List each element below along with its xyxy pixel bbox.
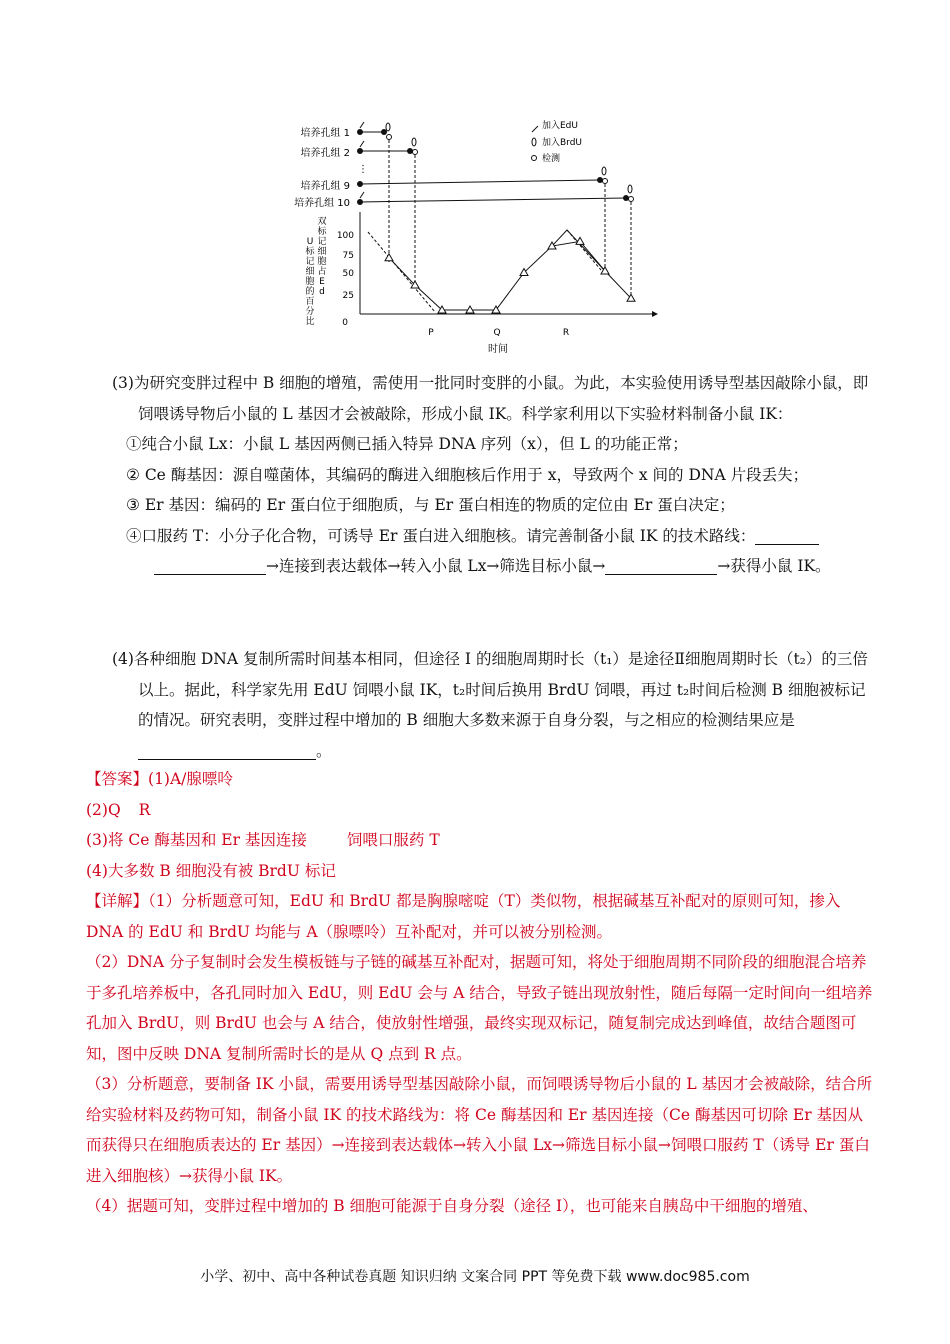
route-end: →获得小鼠 IK。 [717, 557, 831, 575]
well-line-1 [357, 122, 392, 140]
answer-3b: 饲喂口服药 T [346, 831, 440, 849]
answer-blank-2[interactable] [605, 556, 717, 575]
answer-line-2 [86, 795, 876, 826]
y-label-char: 细 [317, 247, 327, 257]
y-label-char: 标 [305, 247, 315, 257]
q4-body: (4)各种细胞 DNA 复制所需时间基本相同，但途径 I 的细胞周期时长（t₁）是途径Ⅱ细胞周期时长（t₂）的三倍以上。据此，科学家先用 EdU 饲喂小鼠 IK，t₂时间后换用 BrdU 饲喂，再过 t₂时间后检测 B 细胞被标记的情况。研究表明，变胖过程中增加的 B 细胞大多数来源于自身分裂，与之相应的检测结果应是 [112, 650, 868, 729]
data-point-marker [385, 254, 393, 261]
well-label-1: 培养孔组 1 [300, 128, 350, 139]
legend-brdu: 加入BrdU [542, 138, 583, 148]
detail-label: 【详解】 [86, 892, 149, 910]
route-mid: →连接到表达载体→转入小鼠 Lx→筛选目标小鼠→ [266, 557, 606, 575]
well-line-10 [357, 185, 634, 205]
q3-item-1: ①纯合小鼠 Lx：小鼠 L 基因两侧已插入特异 DNA 序列（x），但 L 的功能正常； [126, 435, 688, 453]
ytick-50: 50 [342, 269, 354, 279]
xtick-p: P [428, 328, 434, 338]
question-4 [112, 644, 872, 766]
xtick-q: Q [493, 328, 501, 338]
q4-end: 。 [316, 741, 332, 760]
dashed-guides [368, 140, 631, 312]
experiment-figure [270, 112, 670, 362]
q3-item-4-text: ④口服药 T：小分子化合物，可诱导 Er 蛋白进入细胞核。请完善制备小鼠 IK 的技术路线： [126, 526, 756, 545]
detect-icon [532, 156, 537, 161]
y-axis-label [305, 216, 327, 327]
y-label-char: 胞 [305, 277, 315, 287]
legend-edu: 加入EdU [542, 121, 578, 131]
y-label-char: d [319, 287, 325, 297]
q3-route [112, 551, 872, 582]
question-3 [112, 368, 872, 582]
q3-item-3: ③ Er 基因：编码的 Er 蛋白位于细胞质，与 Er 蛋白相连的物质的定位由 Er 蛋白决定； [126, 496, 735, 514]
q4-text [112, 644, 872, 766]
x-axis-label: 时间 [488, 344, 508, 355]
answer-line-4: (4)大多数 B 细胞没有被 BrdU 标记 [86, 861, 336, 880]
y-label-char: U [306, 237, 314, 247]
y-label-char: 细 [305, 267, 315, 277]
ytick-25: 25 [342, 291, 354, 301]
detail-line-1 [86, 886, 876, 947]
y-label-char: 分 [305, 307, 315, 317]
well-label-10: 培养孔组 10 [294, 198, 350, 209]
page-footer: 小学、初中、高中各种试卷真题 知识归纳 文案合同 PPT 等免费下载 www.doc985.com [200, 1269, 750, 1285]
y-label-char: 标 [317, 227, 327, 237]
y-label-char: 胞 [317, 257, 327, 267]
brdu-icon [532, 138, 536, 146]
q3-intro: (3)为研究变胖过程中 B 细胞的增殖，需使用一批同时变胖的小鼠。为此，本实验使用诱导型基因敲除小鼠，即饲喂诱导物后小鼠的 L 基因才会被敲除，形成小鼠 IK。科学家利用以下实验材料制备小鼠 IK： [112, 374, 869, 423]
answer-label: 【答案】 [86, 770, 149, 788]
data-series [385, 230, 635, 313]
answer-line-3 [86, 825, 876, 856]
answer-line-1 [86, 764, 876, 795]
y-label-char: 记 [317, 237, 327, 247]
well-label-2: 培养孔组 2 [300, 148, 350, 159]
answer-blank-3[interactable] [138, 741, 316, 760]
y-label-char: 占 [317, 267, 327, 277]
ytick-100: 100 [336, 231, 354, 241]
legend [532, 119, 583, 164]
answer-2a: (2)Q [86, 800, 121, 819]
q3-item-2: ② Ce 酶基因：源自噬菌体，其编码的酶进入细胞核后作用于 x，导致两个 x 间的 DNA 片段丢失； [126, 465, 809, 484]
detail-4: （4）据题可知，变胖过程中增加的 B 细胞可能源于自身分裂（途径 I），也可能来自胰岛中干细胞的增殖、 [86, 1197, 818, 1215]
y-label-char: 百 [305, 297, 315, 307]
detail-1: （1）分析题意可知，EdU 和 BrdU 都是胸腺嘧啶（T）类似物，根据碱基互补配对的原则可知，掺入 DNA 的 EdU 和 BrdU 均能与 A（腺嘌呤）互补配对，并可以被分别检测。 [86, 892, 841, 941]
answer-2b: R [138, 800, 151, 819]
y-label-char: 的 [305, 287, 315, 297]
answer-blank-1[interactable] [755, 526, 819, 545]
answer-1: (1)A/腺嘌呤 [148, 770, 233, 788]
edu-arrow-icon [532, 126, 538, 132]
x-axis-arrow-icon [652, 311, 658, 317]
legend-detect: 检测 [542, 154, 561, 164]
well-label-9: 培养孔组 9 [300, 181, 350, 192]
y-label-char: 双 [317, 217, 327, 227]
q3-item-4 [112, 521, 872, 552]
answer-section [86, 764, 876, 1222]
y-label-char: 记 [305, 257, 315, 267]
y-label-char: 比 [305, 317, 315, 327]
answer-blank-1-cont[interactable] [154, 556, 266, 575]
well-line-9 [357, 167, 608, 187]
detail-3: （3）分析题意，要制备 IK 小鼠，需要用诱导型基因敲除小鼠，而饲喂诱导物后小鼠的 L 基因才会被敲除，结合所给实验材料及药物可知，制备小鼠 IK 的技术路线为：将 Ce 酶基因和 Er 基因连接（Ce 酶基因可切除 Er 基因从而获得只在细胞质表达的 Er 基因）→连接到表达载体→转入小鼠 Lx→筛选目标小鼠→饲喂口服药 T（诱导 Er 蛋白进入细胞核）→获得小鼠 IK。 [86, 1075, 873, 1185]
y-label-char: E [319, 277, 325, 287]
answer-3a: (3)将 Ce 酶基因和 Er 基因连接 [86, 831, 307, 849]
ytick-0: 0 [342, 318, 348, 328]
well-line-2 [357, 138, 418, 155]
series-line [389, 241, 631, 310]
xtick-r: R [562, 328, 570, 338]
ytick-75: 75 [342, 251, 354, 261]
detail-2: （2）DNA 分子复制时会发生模板链与子链的碱基互补配对，据题可知，将处于细胞周期不同阶段的细胞混合培养于多孔培养板中，各孔同时加入 EdU，则 EdU 会与 A 结合，导致子链出现放射性，随后每隔一定时间向一组培养孔加入 BrdU，则 BrdU 也会与 A 结合，使放射性增强，最终实现双标记，随复制完成达到峰值，故结合题图可知，图中反映 DNA 复制所需时长的是从 Q 点到 R 点。 [86, 953, 873, 1063]
vertical-ellipsis: ⋮ [358, 164, 368, 175]
